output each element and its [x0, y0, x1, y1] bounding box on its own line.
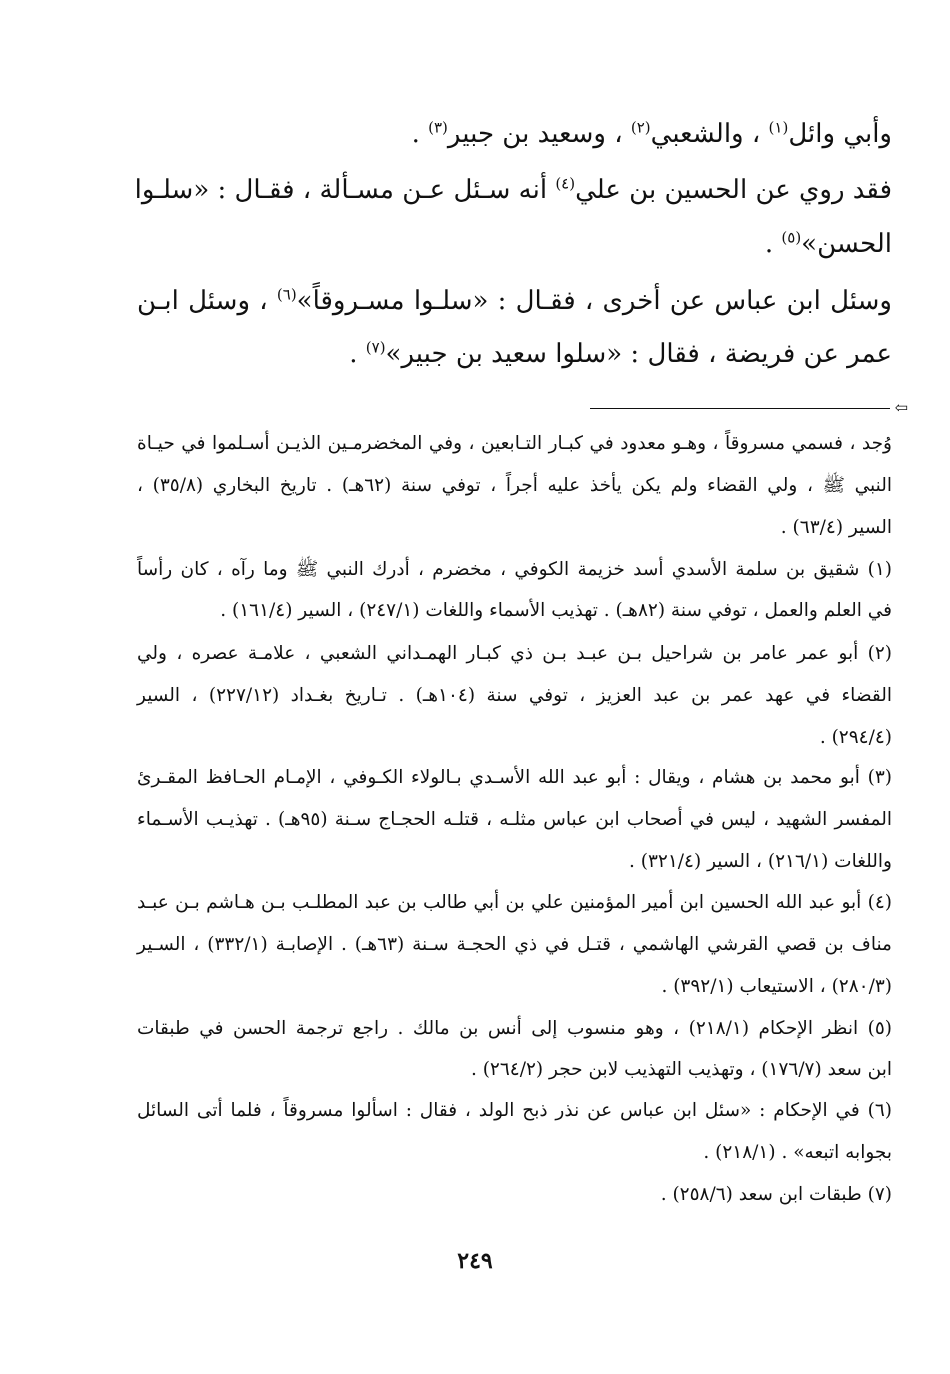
- arrow-left-icon: ⇦: [894, 398, 908, 417]
- main-text: .: [411, 119, 429, 149]
- main-text-line-4: [137, 283, 892, 319]
- main-text: ، وسعيد بن جبير: [447, 119, 631, 149]
- footnote-5-line: ابن سعد (١٧٦/٧) ، وتهذيب التهذيب لابن حجر (٢٦٤/٢) .: [470, 1059, 892, 1080]
- main-text-line-3: [137, 226, 892, 262]
- footnote-2-line: القضاء في عهد عمر بن عبد العزيز ، توفي سنة (١٠٤هـ) . تـاريخ بغـداد (٢٢٧/١٢) ، السير: [137, 685, 892, 706]
- footnote-3-line: (٣) أبو محمد بن هشام ، ويقال : أبو عبد الله الأسـدي بـالولاء الكـوفي ، الإمـام الحـافظ المقـرئ: [137, 767, 892, 788]
- main-text: .: [349, 339, 366, 369]
- main-text: الحسن»: [801, 229, 892, 259]
- main-text-line-1: [137, 116, 892, 152]
- footnote-4-line: (٤) أبو عبد الله الحسين ابن أمير المؤمنين علي بن أبي طالب بن عبد المطلـب بـن هـاشم بـن عبـد: [137, 892, 892, 913]
- footnote-2-line: (٢) أبو عمر عامر بن شراحيل بـن عبـد بـن ذي كبـار الهمـداني الشعبي ، علامـة عصره ، ولي: [137, 643, 892, 664]
- footnote-marker-7[interactable]: (٧): [365, 338, 386, 357]
- footnote-2-line: (٢٩٤/٤) .: [819, 727, 892, 748]
- footnote-3-line: واللغات (٢١٦/١) ، السير (٣٢١/٤) .: [629, 851, 892, 872]
- footnote-continuation-line: النبي ﷺ ، ولي القضاء ولم يكن يأخذ عليه أجراً ، توفي سنة (٦٢هـ) . تاريخ البخاري (٣٥/٨) ،: [137, 475, 892, 496]
- main-text: فقد روي عن الحسين بن علي: [575, 175, 892, 205]
- footnote-1-line: (١) شقيق بن سلمة الأسدي أسد خزيمة الكوفي ، مخضرم ، أدرك النبي ﷺ وما رآه ، كان رأساً: [137, 559, 892, 580]
- footnote-separator: [590, 408, 890, 409]
- main-text-line-2: [134, 172, 892, 208]
- footnote-1-line: في العلم والعمل ، توفي سنة (٨٢هـ) . تهذيب الأسماء واللغات (٢٤٧/١) ، السير (١٦١/٤) .: [220, 600, 892, 621]
- main-text: ، وسئل ابـن: [137, 286, 277, 316]
- footnote-continuation-line: السير (٦٣/٤) .: [780, 517, 892, 538]
- footnote-4-line: (٢٨٠/٣) ، الاستيعاب (٣٩٢/١) .: [661, 976, 892, 997]
- footnote-marker-1[interactable]: (١): [768, 118, 789, 137]
- footnote-marker-2[interactable]: (٢): [630, 118, 651, 137]
- footnote-marker-3[interactable]: (٣): [428, 118, 448, 137]
- main-text: وأبي وائل: [788, 119, 892, 149]
- footnote-marker-5[interactable]: (٥): [781, 228, 802, 247]
- footnote-continuation-line: وُجد ، فسمي مسروقاً ، وهـو معدود في كبـار التـابعين ، وفي المخضرمـين الذيـن أسـلموا في حيـاة: [137, 433, 892, 454]
- footnote-marker-4[interactable]: (٤): [555, 174, 576, 193]
- main-text: .: [764, 229, 782, 259]
- footnote-5-line: (٥) انظر الإحكام (٢١٨/١) ، وهو منسوب إلى أنس بن مالك . راجع ترجمة الحسن في طبقات: [137, 1018, 893, 1039]
- footnote-marker-6[interactable]: (٦): [276, 285, 297, 304]
- footnote-7-line: (٧) طبقات ابن سعد (٢٥٨/٦) .: [660, 1184, 892, 1205]
- main-text: ، والشعبي: [650, 119, 769, 149]
- footnote-4-line: مناف بن قصي القرشي الهاشمي ، قتـل في ذي الحجـة سـنة (٦٣هـ) . الإصابـة (٣٣٢/١) ، السـير: [137, 934, 892, 955]
- footnote-6-line: (٦) في الإحكام : «سئل ابن عباس عن نذر ذبح الولد ، فقال : اسألوا مسروقاً ، فلما أتى السائل: [137, 1100, 892, 1121]
- main-text: عمر عن فريضة ، فقال : «سلوا سعيد بن جبير»: [385, 339, 892, 369]
- main-text-line-5: [137, 336, 892, 372]
- main-text: وسئل ابن عباس عن أخرى ، فقـال : «سلـوا مسـروقاً»: [296, 286, 892, 316]
- page-number: ٢٤٩: [457, 1248, 493, 1274]
- footnote-6-line: بجوابه اتبعه» . (٢١٨/١) .: [703, 1142, 892, 1163]
- main-text: أنه سـئل عـن مسـألة ، فقـال : «سلـوا: [134, 175, 556, 205]
- footnote-3-line: المفسر الشهيد ، ليس في أصحاب ابن عباس مثلـه ، قتلـه الحجـاج سـنة (٩٥هـ) . تهذيـب الأسـماء: [137, 809, 892, 830]
